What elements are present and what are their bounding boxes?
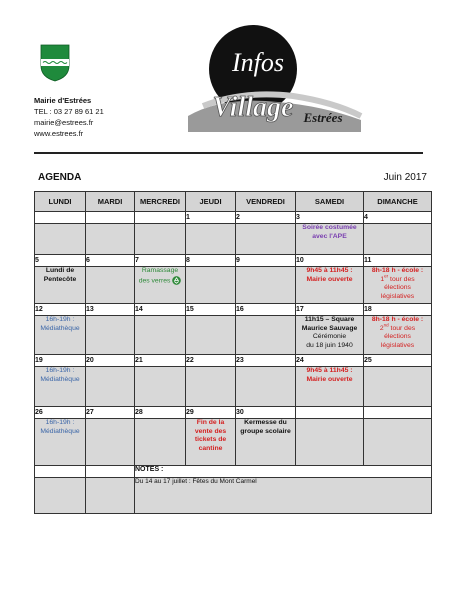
event-row	[35, 267, 432, 304]
logo-text-infos: Infos	[232, 48, 284, 77]
event-cell	[135, 316, 186, 355]
event-line: 9h45 à 11h45 :	[306, 367, 353, 374]
date-row	[35, 304, 432, 316]
date-cell: 7	[135, 255, 186, 267]
calendar-table	[34, 191, 432, 514]
event-library	[35, 419, 86, 466]
logo-text-estrees: Estrées	[303, 110, 343, 125]
event-row	[35, 419, 432, 466]
event-line: législatives	[380, 292, 415, 300]
event-cell	[86, 316, 135, 355]
event-cell	[135, 419, 186, 466]
notes-header-row	[35, 466, 432, 478]
event-cell	[236, 224, 296, 255]
weekday-header: MERCREDI	[135, 192, 186, 212]
event-cell	[186, 224, 236, 255]
event-line: 16h-19h :	[45, 367, 75, 374]
date-cell: 18	[364, 304, 432, 316]
event-line: des verres	[138, 276, 171, 284]
event-line: Médiathèque	[40, 324, 80, 332]
event-line: 16h-19h :	[45, 419, 75, 426]
event-town-hall-open	[296, 267, 364, 304]
date-cell: 13	[86, 304, 135, 316]
event-line: 11h15 – Square	[304, 316, 355, 323]
date-cell: 12	[35, 304, 86, 316]
date-row	[35, 355, 432, 367]
date-row	[35, 407, 432, 419]
event-line-with-icon	[135, 276, 185, 286]
event-line: Fin de la	[196, 419, 225, 426]
mayor-office-name: Mairie d'Estrées	[34, 96, 92, 105]
event-line: avec l'APE	[312, 232, 347, 240]
event-line: législatives	[380, 341, 415, 349]
notes-label: NOTES :	[135, 466, 432, 478]
date-cell: 22	[186, 355, 236, 367]
event-cell	[186, 367, 236, 407]
event-cell	[236, 367, 296, 407]
event-line: Mairie ouverte	[306, 275, 353, 283]
logo-text-village: Village	[212, 92, 294, 123]
date-cell: 6	[86, 255, 135, 267]
event-cell	[135, 367, 186, 407]
infos-village-logo	[183, 24, 363, 134]
event-line: du 18 juin 1940	[306, 341, 353, 349]
event-cell	[186, 267, 236, 304]
event-line: Soirée costumée	[302, 224, 357, 231]
date-cell: 30	[236, 407, 296, 419]
date-cell	[35, 212, 86, 224]
date-cell: 3	[296, 212, 364, 224]
event-canteen-tickets	[186, 419, 236, 466]
event-cell	[135, 224, 186, 255]
agenda-title: AGENDA	[38, 172, 82, 183]
event-line: Lundi de	[45, 267, 75, 274]
weekday-header: SAMEDI	[296, 192, 364, 212]
event-line	[364, 322, 431, 334]
weekday-header: MARDI	[86, 192, 135, 212]
date-cell: 27	[86, 407, 135, 419]
ordinal-number: 1	[380, 275, 385, 283]
event-line: 9h45 à 11h45 :	[306, 267, 353, 274]
event-row	[35, 224, 432, 255]
event-line: groupe scolaire	[240, 427, 291, 435]
date-cell: 4	[364, 212, 432, 224]
agenda-month: Juin 2017	[383, 172, 427, 183]
event-line: vente des	[194, 427, 227, 435]
event-line: 8h-18 h - école :	[371, 316, 424, 323]
event-line: 8h-18 h - école :	[371, 267, 424, 274]
event-line: 16h-19h :	[45, 316, 75, 323]
event-line: Kermesse du	[244, 419, 287, 426]
weekday-header: VENDREDI	[236, 192, 296, 212]
weekday-header: DIMANCHE	[364, 192, 432, 212]
header-divider	[34, 152, 423, 154]
event-line: élections	[384, 333, 411, 340]
recycle-icon	[172, 276, 181, 285]
date-cell: 9	[236, 255, 296, 267]
event-cell	[86, 367, 135, 407]
event-cell	[236, 267, 296, 304]
date-cell: 23	[236, 355, 296, 367]
notes-spacer	[35, 466, 86, 478]
date-cell	[135, 212, 186, 224]
date-cell	[296, 407, 364, 419]
weekday-header: LUNDI	[35, 192, 86, 212]
notes-body-row	[35, 478, 432, 514]
event-cell	[364, 367, 432, 407]
event-line: Ramassage	[141, 267, 179, 274]
date-cell: 19	[35, 355, 86, 367]
event-library	[35, 367, 86, 407]
event-costume-party	[296, 224, 364, 255]
website-link[interactable]: www.estrees.fr	[34, 129, 84, 138]
ordinal-rest: tour des	[388, 275, 415, 283]
date-cell: 26	[35, 407, 86, 419]
date-cell: 21	[135, 355, 186, 367]
notes-text: Du 14 au 17 juillet : Fêtes du Mont Carmel	[135, 478, 432, 514]
event-ceremony	[296, 316, 364, 355]
ordinal-number: 2	[379, 324, 384, 332]
event-line: Médiathèque	[40, 427, 80, 435]
ordinal-suffix: er	[384, 273, 389, 279]
date-row	[35, 212, 432, 224]
date-cell: 17	[296, 304, 364, 316]
date-cell: 11	[364, 255, 432, 267]
event-row	[35, 316, 432, 355]
weekday-header-row	[35, 192, 432, 212]
date-cell: 8	[186, 255, 236, 267]
event-cell	[86, 224, 135, 255]
event-cell	[296, 419, 364, 466]
event-line: Cérémonie	[312, 333, 347, 340]
event-election-round-1	[364, 267, 432, 304]
event-cell	[35, 224, 86, 255]
notes-spacer	[35, 478, 86, 514]
event-line: Mairie ouverte	[306, 375, 353, 383]
date-cell	[364, 407, 432, 419]
event-line: Médiathèque	[40, 375, 80, 383]
date-cell: 25	[364, 355, 432, 367]
event-election-round-2	[364, 316, 432, 355]
event-line: cantine	[198, 444, 223, 452]
date-cell: 15	[186, 304, 236, 316]
event-cell	[364, 419, 432, 466]
date-cell: 28	[135, 407, 186, 419]
village-crest-icon	[40, 44, 70, 82]
event-library	[35, 316, 86, 355]
date-cell: 24	[296, 355, 364, 367]
date-row	[35, 255, 432, 267]
date-cell: 29	[186, 407, 236, 419]
event-line: Pentecôte	[43, 275, 77, 283]
notes-spacer	[86, 478, 135, 514]
event-line: Maurice Sauvage	[301, 324, 358, 332]
event-line: élections	[384, 284, 411, 291]
email-address[interactable]: mairie@estrees.fr	[34, 118, 94, 127]
event-pentecost	[35, 267, 86, 304]
date-cell: 20	[86, 355, 135, 367]
weekday-header: JEUDI	[186, 192, 236, 212]
event-row	[35, 367, 432, 407]
date-cell: 16	[236, 304, 296, 316]
event-school-fair	[236, 419, 296, 466]
date-cell: 1	[186, 212, 236, 224]
event-cell	[364, 224, 432, 255]
contact-block	[34, 95, 104, 139]
event-cell	[186, 316, 236, 355]
event-cell	[86, 267, 135, 304]
event-glass-collection	[135, 267, 186, 304]
ordinal-rest: tour des	[388, 324, 416, 332]
event-cell	[86, 419, 135, 466]
date-cell: 2	[236, 212, 296, 224]
ordinal-suffix: nd	[383, 322, 389, 328]
event-town-hall-open	[296, 367, 364, 407]
event-line: tickets de	[194, 436, 227, 443]
date-cell: 10	[296, 255, 364, 267]
event-line	[364, 273, 431, 285]
notes-spacer	[86, 466, 135, 478]
event-cell	[236, 316, 296, 355]
date-cell: 14	[135, 304, 186, 316]
date-cell: 5	[35, 255, 86, 267]
phone-number: TEL : 03 27 89 61 21	[34, 107, 104, 116]
date-cell	[86, 212, 135, 224]
